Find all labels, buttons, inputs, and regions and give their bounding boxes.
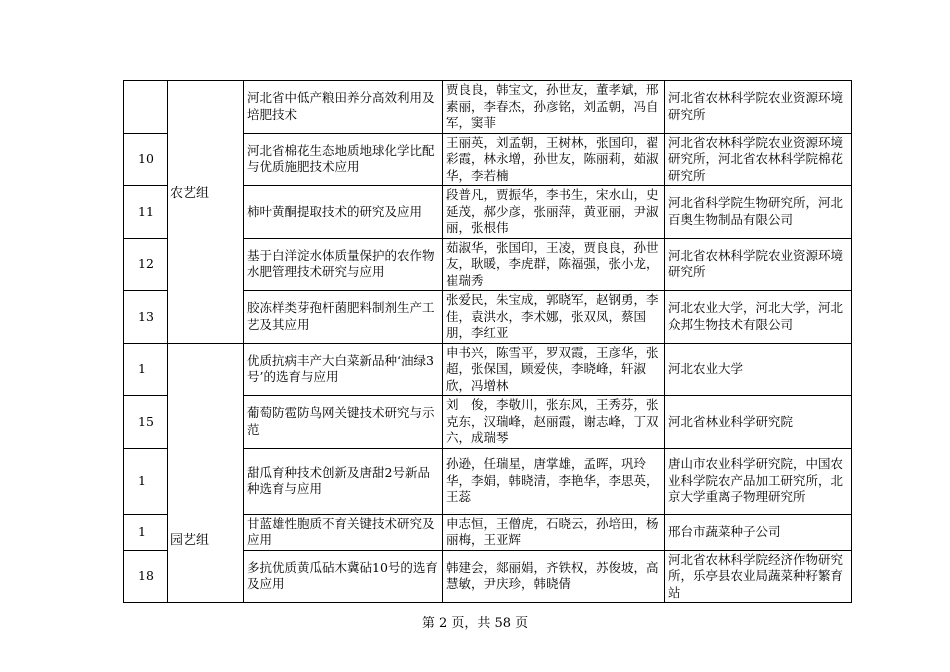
row-number: 1 bbox=[124, 448, 168, 514]
row-number bbox=[124, 81, 168, 134]
group-cell bbox=[168, 343, 244, 396]
project-name: 河北省棉花生态地质地球化学比配与优质施肥技术应用 bbox=[244, 133, 443, 186]
table-row bbox=[124, 448, 852, 514]
unit-list: 河北农业大学 bbox=[665, 343, 852, 396]
group-cell bbox=[168, 133, 244, 186]
table-row bbox=[124, 343, 852, 396]
project-name: 甘蓝雄性胞质不育关键技术研究及应用 bbox=[244, 514, 443, 550]
group-cell bbox=[168, 550, 244, 603]
table-row bbox=[124, 291, 852, 344]
group-cell: 园艺组 bbox=[168, 514, 244, 550]
unit-list: 河北省林业科学研究院 bbox=[665, 396, 852, 449]
unit-list: 邢台市蔬菜种子公司 bbox=[665, 514, 852, 550]
unit-list: 唐山市农业科学研究院，中国农业科学院农产品加工研究所，北京大学重离子物理研究所 bbox=[665, 448, 852, 514]
project-name: 多抗优质黄瓜砧木冀砧10号的选育及应用 bbox=[244, 550, 443, 603]
project-name: 柿叶黄酮提取技术的研究及应用 bbox=[244, 186, 443, 239]
unit-list: 河北省农林科学院农业资源环境研究所 bbox=[665, 81, 852, 134]
unit-list: 河北农业大学，河北大学，河北众邦生物技术有限公司 bbox=[665, 291, 852, 344]
group-cell bbox=[168, 81, 244, 134]
award-table bbox=[123, 80, 852, 603]
project-name: 甜瓜育种技术创新及唐甜2号新品种选育与应用 bbox=[244, 448, 443, 514]
table-row bbox=[124, 514, 852, 550]
people-list: 孙逊，任瑞星，唐掌雄，孟晖，巩玲华，李娟，韩晓清，李艳华，李思英，王蕊 bbox=[443, 448, 665, 514]
row-number: 18 bbox=[124, 550, 168, 603]
people-list: 申书兴，陈雪平，罗双霞，王彦华，张超，张保国，顾爱侠，李晓峰，轩淑欣，冯增林 bbox=[443, 343, 665, 396]
table-row bbox=[124, 550, 852, 603]
project-name: 河北省中低产粮田养分高效利用及培肥技术 bbox=[244, 81, 443, 134]
table-row bbox=[124, 396, 852, 449]
row-number: 11 bbox=[124, 186, 168, 239]
people-list: 张爱民，朱宝成，郭晓军，赵钢勇，李佳，袁洪水，李术娜，张双凤，蔡国朋，李红亚 bbox=[443, 291, 665, 344]
project-name: 基于白洋淀水体质量保护的农作物水肥管理技术研究与应用 bbox=[244, 238, 443, 291]
row-number: 10 bbox=[124, 133, 168, 186]
people-list: 王丽英，刘孟朝，王树林，张国印，翟彩霞，林永增，孙世友，陈丽莉，茹淑华，李若楠 bbox=[443, 133, 665, 186]
people-list: 韩建会，郯丽娟，齐铁权，苏俊坡，高慧敏，尹庆珍，韩晓倩 bbox=[443, 550, 665, 603]
unit-list: 河北省农林科学院农业资源环境研究所 bbox=[665, 238, 852, 291]
table-row bbox=[124, 238, 852, 291]
row-number: 1 bbox=[124, 343, 168, 396]
unit-list: 河北省农林科学院农业资源环境研究所，河北省农林科学院棉花研究所 bbox=[665, 133, 852, 186]
row-number: 15 bbox=[124, 396, 168, 449]
people-list: 茹淑华，张国印，王凌，贾良良，孙世友，耿暖，李虎群，陈福强，张小龙，崔瑞秀 bbox=[443, 238, 665, 291]
page-footer: 第 2 页，共 58 页 bbox=[421, 616, 529, 631]
project-name: 胶冻样类芽孢杆菌肥料制剂生产工艺及其应用 bbox=[244, 291, 443, 344]
table-row bbox=[124, 133, 852, 186]
project-name: 葡萄防雹防鸟网关键技术研究与示范 bbox=[244, 396, 443, 449]
unit-list: 河北省科学院生物研究所，河北百奥生物制品有限公司 bbox=[665, 186, 852, 239]
unit-list: 河北省农林科学院经济作物研究所，乐亭县农业局蔬菜种籽繁育站 bbox=[665, 550, 852, 603]
row-number: 1 bbox=[124, 514, 168, 550]
group-cell bbox=[168, 291, 244, 344]
people-list: 刘 俊，李敬川，张东风，王秀芬，张克东，汉瑞峰，赵丽霞，谢志峰，丁双六，成瑞琴 bbox=[443, 396, 665, 449]
project-name: 优质抗病丰产大白菜新品种‘油绿3号’的选育与应用 bbox=[244, 343, 443, 396]
table-row bbox=[124, 81, 852, 134]
people-list: 申志恒，王僧虎，石晓云，孙培田，杨丽梅，王亚辉 bbox=[443, 514, 665, 550]
people-list: 段普凡，贾振华，李书生，宋水山，史延茂，郝少彦，张丽萍，黄亚丽，尹淑丽，张根伟 bbox=[443, 186, 665, 239]
table-row bbox=[124, 186, 852, 239]
people-list: 贾良良，韩宝文，孙世友，董孝斌，邢素丽，李春杰，孙彦铭，刘孟朝，冯自军，窦菲 bbox=[443, 81, 665, 134]
row-number: 13 bbox=[124, 291, 168, 344]
group-cell: 农艺组 bbox=[168, 186, 244, 239]
row-number: 12 bbox=[124, 238, 168, 291]
group-cell bbox=[168, 396, 244, 449]
group-cell bbox=[168, 238, 244, 291]
group-cell bbox=[168, 448, 244, 514]
